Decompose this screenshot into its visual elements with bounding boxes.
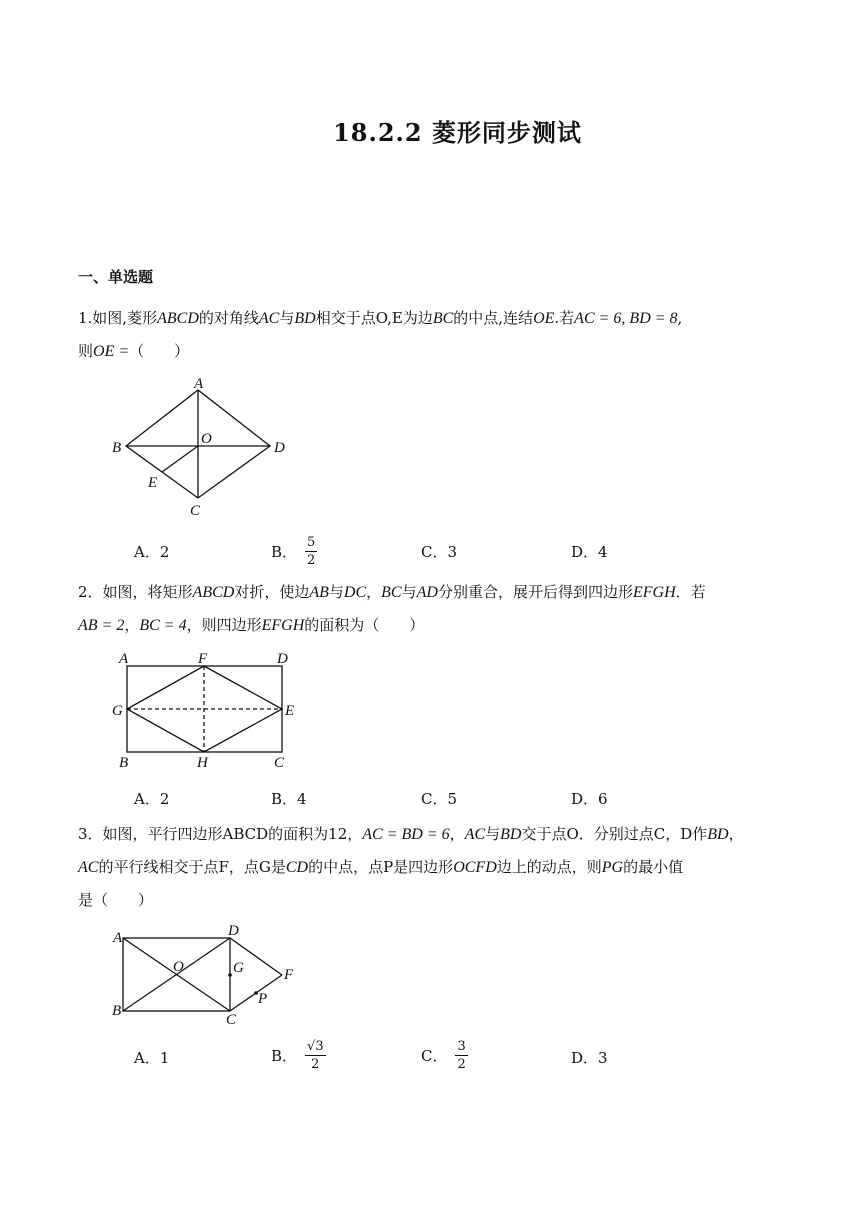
label-a: A bbox=[194, 376, 204, 392]
page-title: 18.2.2 菱形同步测试 bbox=[333, 118, 582, 147]
label-b: B bbox=[112, 1003, 122, 1019]
q1-option-d[interactable]: D． 4 bbox=[571, 543, 608, 561]
label-a: A bbox=[119, 651, 129, 667]
label-g: G bbox=[233, 960, 244, 976]
label-a: A bbox=[113, 930, 123, 946]
label-f: F bbox=[284, 967, 294, 983]
label-e: E bbox=[148, 475, 158, 491]
label-p: P bbox=[258, 991, 268, 1007]
fraction: $\frac{3}{2}$ bbox=[457, 1039, 466, 1072]
label-c: C bbox=[274, 755, 285, 771]
q2-option-b[interactable]: B． 4 bbox=[271, 790, 307, 808]
q3-option-b[interactable]: B． $\frac{√3}{2}$ bbox=[271, 1039, 324, 1072]
q2-option-d[interactable]: D． 6 bbox=[571, 790, 608, 808]
q1-option-a[interactable]: A． 2 bbox=[134, 543, 170, 561]
q1-option-b[interactable]: B． $\frac{5}{2}$ bbox=[271, 535, 316, 568]
label-o: O bbox=[173, 959, 184, 975]
section-heading: 一、单选题 bbox=[78, 268, 154, 286]
label-g: G bbox=[112, 703, 123, 719]
label-c: C bbox=[190, 503, 201, 519]
label-b: B bbox=[112, 440, 122, 456]
segment-oe bbox=[162, 446, 198, 472]
label-o: O bbox=[201, 431, 212, 447]
label-b: B bbox=[119, 755, 129, 771]
label-f: F bbox=[198, 651, 208, 667]
q2-option-c[interactable]: C． 5 bbox=[421, 790, 458, 808]
label-c: C bbox=[226, 1012, 237, 1028]
label-h: H bbox=[197, 755, 208, 771]
fraction: $\frac{5}{2}$ bbox=[307, 535, 316, 568]
label-d: D bbox=[228, 923, 239, 939]
question-3-stem: 3．如图，平行四边形ABCD的面积为12，AC = BD = 6，AC与BD交于点O．分别过点C，D作BD， AC的平行线相交于点F，点G是CD的中点，点P是四边形OCFD边上的动点，则PG的最小值 是（ ） bbox=[78, 825, 744, 909]
label-e: E bbox=[285, 703, 295, 719]
fraction: $\frac{√3}{2}$ bbox=[307, 1039, 324, 1072]
question-1-stem: 1.如图,菱形ABCD的对角线AC与BD相交于点O,E为边BC的中点,连结OE.若AC = 6, BD = 8, 则OE =（ ） bbox=[78, 309, 683, 360]
q3-option-c[interactable]: C． $\frac{3}{2}$ bbox=[421, 1039, 466, 1072]
figure-rectangle bbox=[108, 646, 308, 774]
q3-option-a[interactable]: A． 1 bbox=[134, 1049, 170, 1067]
q1-option-c[interactable]: C． 3 bbox=[421, 543, 458, 561]
label-d: D bbox=[274, 440, 285, 456]
figure-parallelogram bbox=[104, 920, 304, 1032]
label-d: D bbox=[277, 651, 288, 667]
figure-rhombus bbox=[100, 370, 300, 520]
point-g bbox=[228, 973, 232, 977]
q3-option-d[interactable]: D． 3 bbox=[571, 1049, 608, 1067]
question-2-stem: 2．如图，将矩形ABCD对折，使边AB与DC，BC与AD分别重合，展开后得到四边形EFGH．若 AB = 2，BC = 4，则四边形EFGH的面积为（ ） bbox=[78, 583, 706, 634]
q2-option-a[interactable]: A． 2 bbox=[134, 790, 170, 808]
